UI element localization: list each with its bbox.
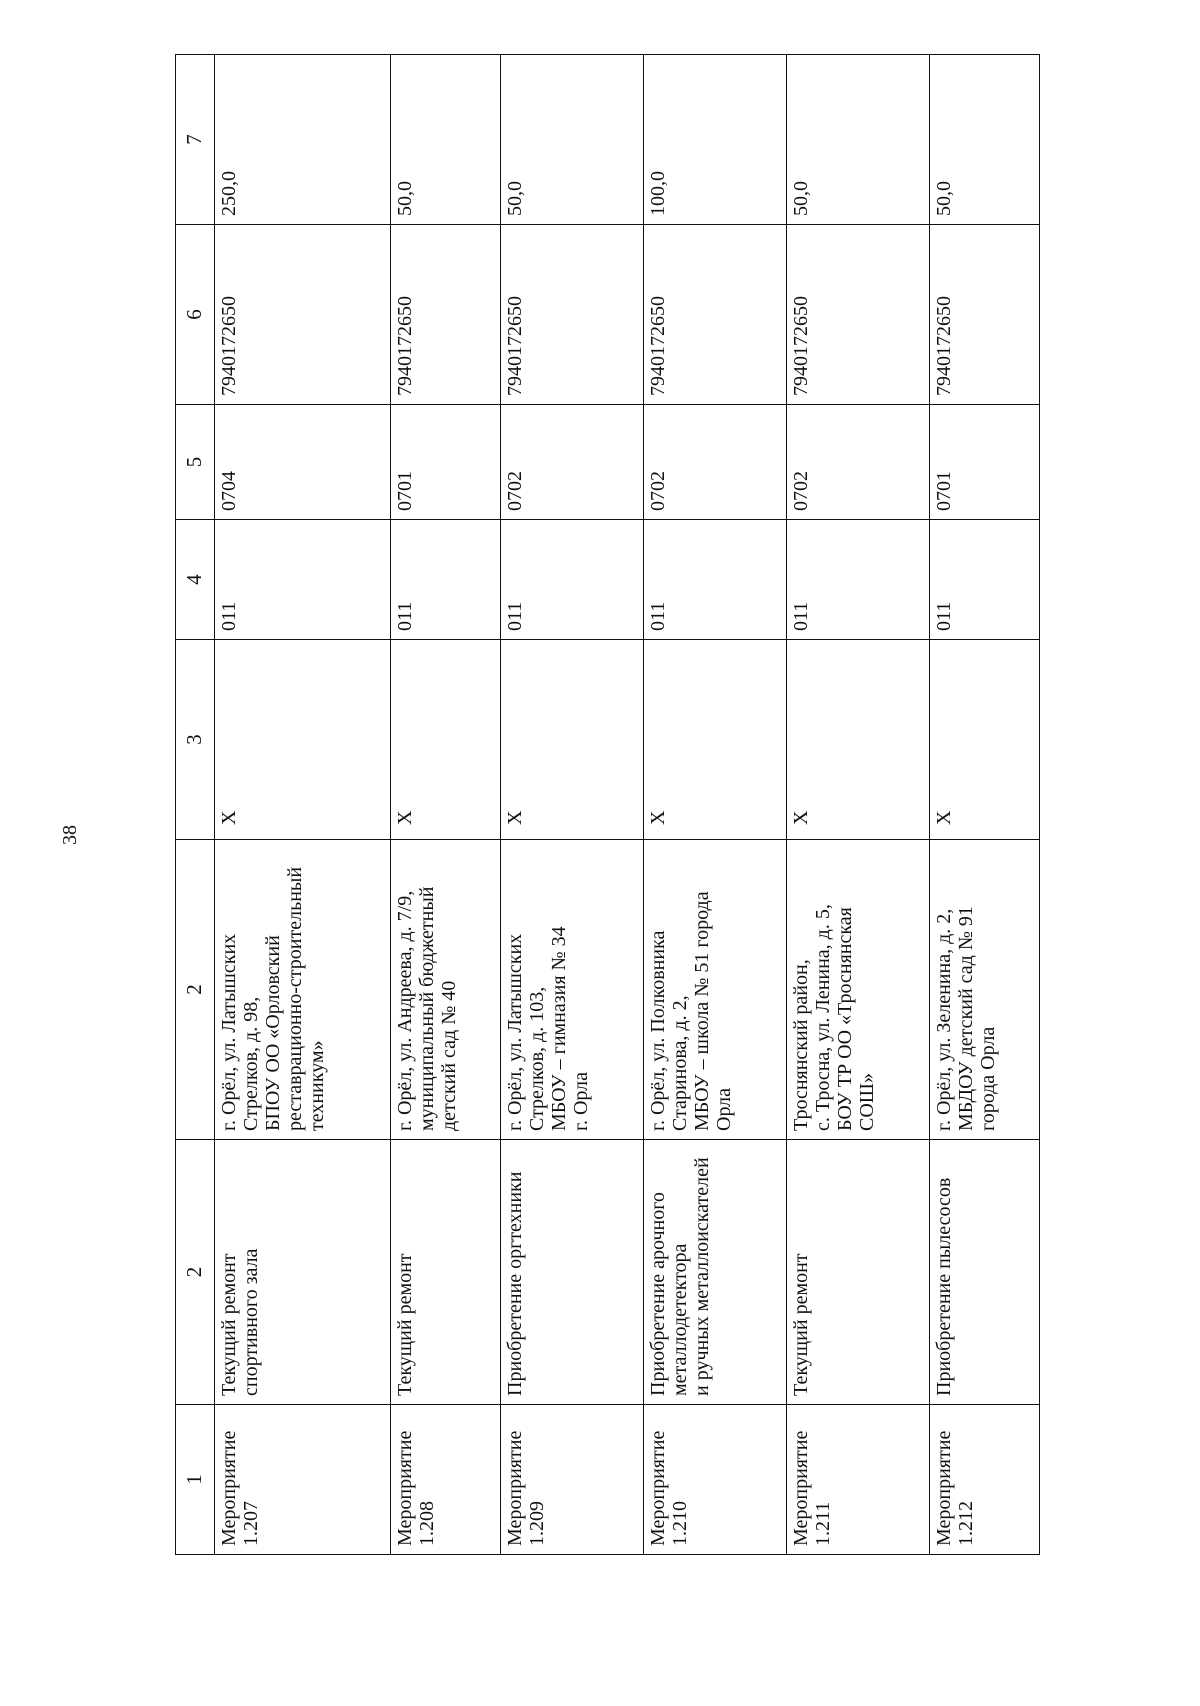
col4-cell: 011 [644,520,787,640]
table-body [215,55,1040,1555]
col4-cell: 011 [391,520,501,640]
col6-cell: 7940172650 [787,225,930,405]
col7-cell: 50,0 [501,55,644,225]
table-row [644,55,787,1555]
table-row [391,55,501,1555]
col6-cell: 7940172650 [930,225,1040,405]
column-header: 7 [176,55,215,225]
col7-cell: 50,0 [391,55,501,225]
col4-cell: 011 [501,520,644,640]
col3-cell: Х [644,640,787,840]
col4-cell: 011 [930,520,1040,640]
table-row [930,55,1040,1555]
address-cell: г. Орёл, ул. Полковника Старинова, д. 2, МБОУ – школа № 51 города Орла [644,840,787,1140]
table-row [787,55,930,1555]
column-header: 5 [176,405,215,520]
col5-cell: 0704 [215,405,391,520]
address-cell: г. Орёл, ул. Латышских Стрелков, д. 103, МБОУ – гимназия № 34 г. Орла [501,840,644,1140]
event-cell: Мероприятие 1.207 [215,1405,391,1555]
name-cell: Текущий ремонт [787,1140,930,1405]
address-cell: г. Орёл, ул. Зеленина, д. 2, МБДОУ детский сад № 91 города Орла [930,840,1040,1140]
column-header: 2 [176,1140,215,1405]
header-row [176,55,215,1555]
col6-cell: 7940172650 [215,225,391,405]
col7-cell: 250,0 [215,55,391,225]
table-row [501,55,644,1555]
name-cell: Текущий ремонт [391,1140,501,1405]
col5-cell: 0701 [391,405,501,520]
event-cell: Мероприятие 1.212 [930,1405,1040,1555]
col7-cell: 50,0 [930,55,1040,225]
page-number: 38 [59,825,81,845]
address-cell: г. Орёл, ул. Латышских Стрелков, д. 98, БПОУ ОО «Орловский реставрационно-строительный техникум» [215,840,391,1140]
col7-cell: 100,0 [644,55,787,225]
name-cell: Приобретение арочного металлодетектора и ручных металлоискателей [644,1140,787,1405]
events-table [175,54,1040,1555]
table-header [176,55,215,1555]
col4-cell: 011 [215,520,391,640]
column-header: 3 [176,640,215,840]
col5-cell: 0702 [787,405,930,520]
col7-cell: 50,0 [787,55,930,225]
column-header: 1 [176,1405,215,1555]
name-cell: Приобретение пылесосов [930,1140,1040,1405]
event-cell: Мероприятие 1.210 [644,1405,787,1555]
col5-cell: 0702 [501,405,644,520]
col4-cell: 011 [787,520,930,640]
col3-cell: Х [391,640,501,840]
column-header: 6 [176,225,215,405]
event-cell: Мероприятие 1.209 [501,1405,644,1555]
col5-cell: 0701 [930,405,1040,520]
col6-cell: 7940172650 [501,225,644,405]
col3-cell: Х [215,640,391,840]
col6-cell: 7940172650 [644,225,787,405]
column-header: 2 [176,840,215,1140]
rotated-table-container [175,55,1040,1555]
address-cell: г. Орёл, ул. Андреева, д. 7/9, муниципальный бюджетный детский сад № 40 [391,840,501,1140]
event-cell: Мероприятие 1.208 [391,1405,501,1555]
col3-cell: Х [501,640,644,840]
table-row [215,55,391,1555]
col3-cell: Х [930,640,1040,840]
address-cell: Троснянский район, с. Тросна, ул. Ленина, д. 5, БОУ ТР ОО «Троснянская СОШ» [787,840,930,1140]
name-cell: Текущий ремонт спортивного зала [215,1140,391,1405]
col3-cell: Х [787,640,930,840]
col6-cell: 7940172650 [391,225,501,405]
event-cell: Мероприятие 1.211 [787,1405,930,1555]
col5-cell: 0702 [644,405,787,520]
column-header: 4 [176,520,215,640]
name-cell: Приобретение оргтехники [501,1140,644,1405]
